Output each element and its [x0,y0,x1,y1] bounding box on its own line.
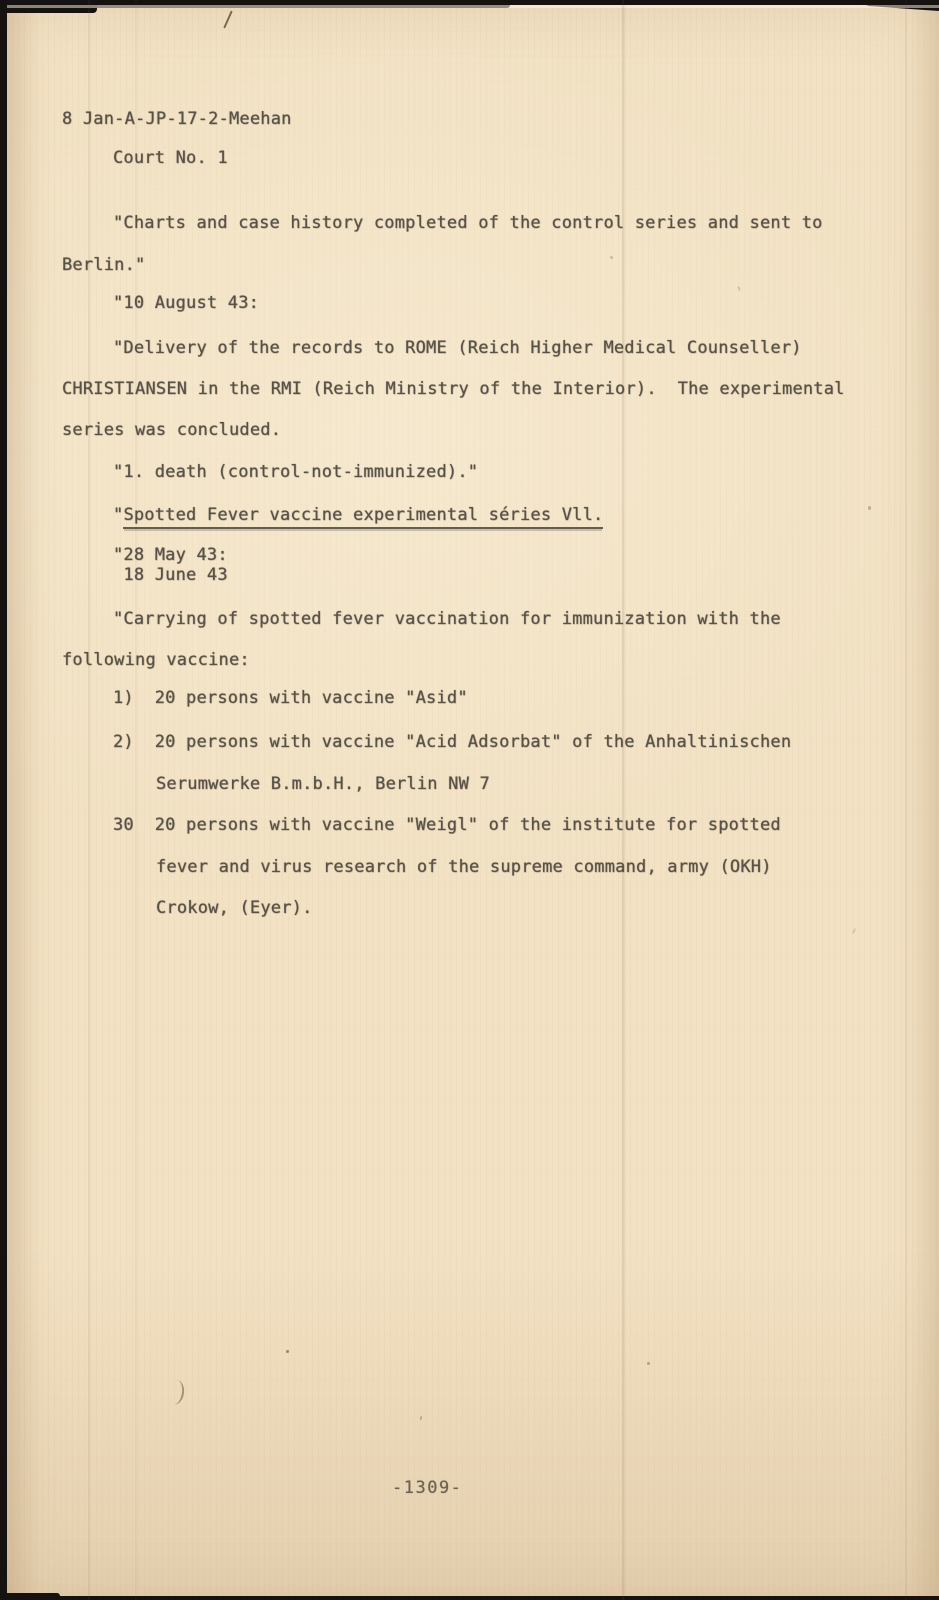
pen-slash-mark [223,10,233,28]
ink-speck [286,1350,289,1353]
typed-line: fever and virus research of the supreme command, army (OKH) [156,857,772,877]
paper-crease [88,0,90,1600]
typed-line-list-item-1: 1) 20 persons with vaccine "Asid" [113,688,468,708]
typed-line-date: 18 June 43 [113,565,228,585]
typed-line-list-item-2: 2) 20 persons with vaccine "Acid Adsorbat" of the Anhaltinischen [113,732,792,752]
ink-speck [868,506,871,510]
ink-speck [420,1416,423,1420]
page-number: -1309- [392,1478,463,1498]
scan-edge-left [0,0,7,1600]
ink-speck [647,1362,650,1365]
heading-underlined-text: Spotted Fever vaccine experimental séries Vll. [123,505,603,529]
paper-crease [905,0,907,1600]
typed-line: "Delivery of the records to ROME (Reich Higher Medical Counseller) [113,338,802,358]
typed-line: Berlin." [62,255,146,275]
typed-line: series was concluded. [62,420,282,440]
typed-line-header: 8 Jan-A-JP-17-2-Meehan [62,109,292,129]
ink-speck [737,286,741,291]
typed-line-list-item-3: 30 20 persons with vaccine "Weigl" of the institute for spotted [113,815,781,835]
typed-line-court-no: Court No. 1 [113,148,228,168]
paper-crease [622,0,624,1600]
typed-line-heading [113,504,603,526]
scan-edge-bottom-left-corner [0,1593,60,1600]
heading-quote: " [113,505,124,525]
ink-speck [610,256,613,259]
typed-line: following vaccine: [62,650,250,670]
typed-line: "1. death (control-not-immunized)." [113,462,479,482]
pen-paren-mark [168,1379,185,1406]
typed-line: Crokow, (Eyer). [156,898,313,918]
scan-edge-bottom [0,1596,939,1600]
typed-line: Serumwerke B.m.b.H., Berlin NW 7 [156,774,490,794]
typed-line: CHRISTIANSEN in the RMI (Reich Ministry of the Interior). The experimental [62,379,845,399]
paper-top-highlight [7,5,939,8]
paper-crease [135,0,137,1600]
typed-line: "Carrying of spotted fever vaccination for immunization with the [113,609,781,629]
typed-line-date: "28 May 43: [113,545,228,565]
ink-speck [852,928,856,934]
typed-line-date: "10 August 43: [113,293,260,313]
typed-line: "Charts and case history completed of the control series and sent to [113,213,823,233]
